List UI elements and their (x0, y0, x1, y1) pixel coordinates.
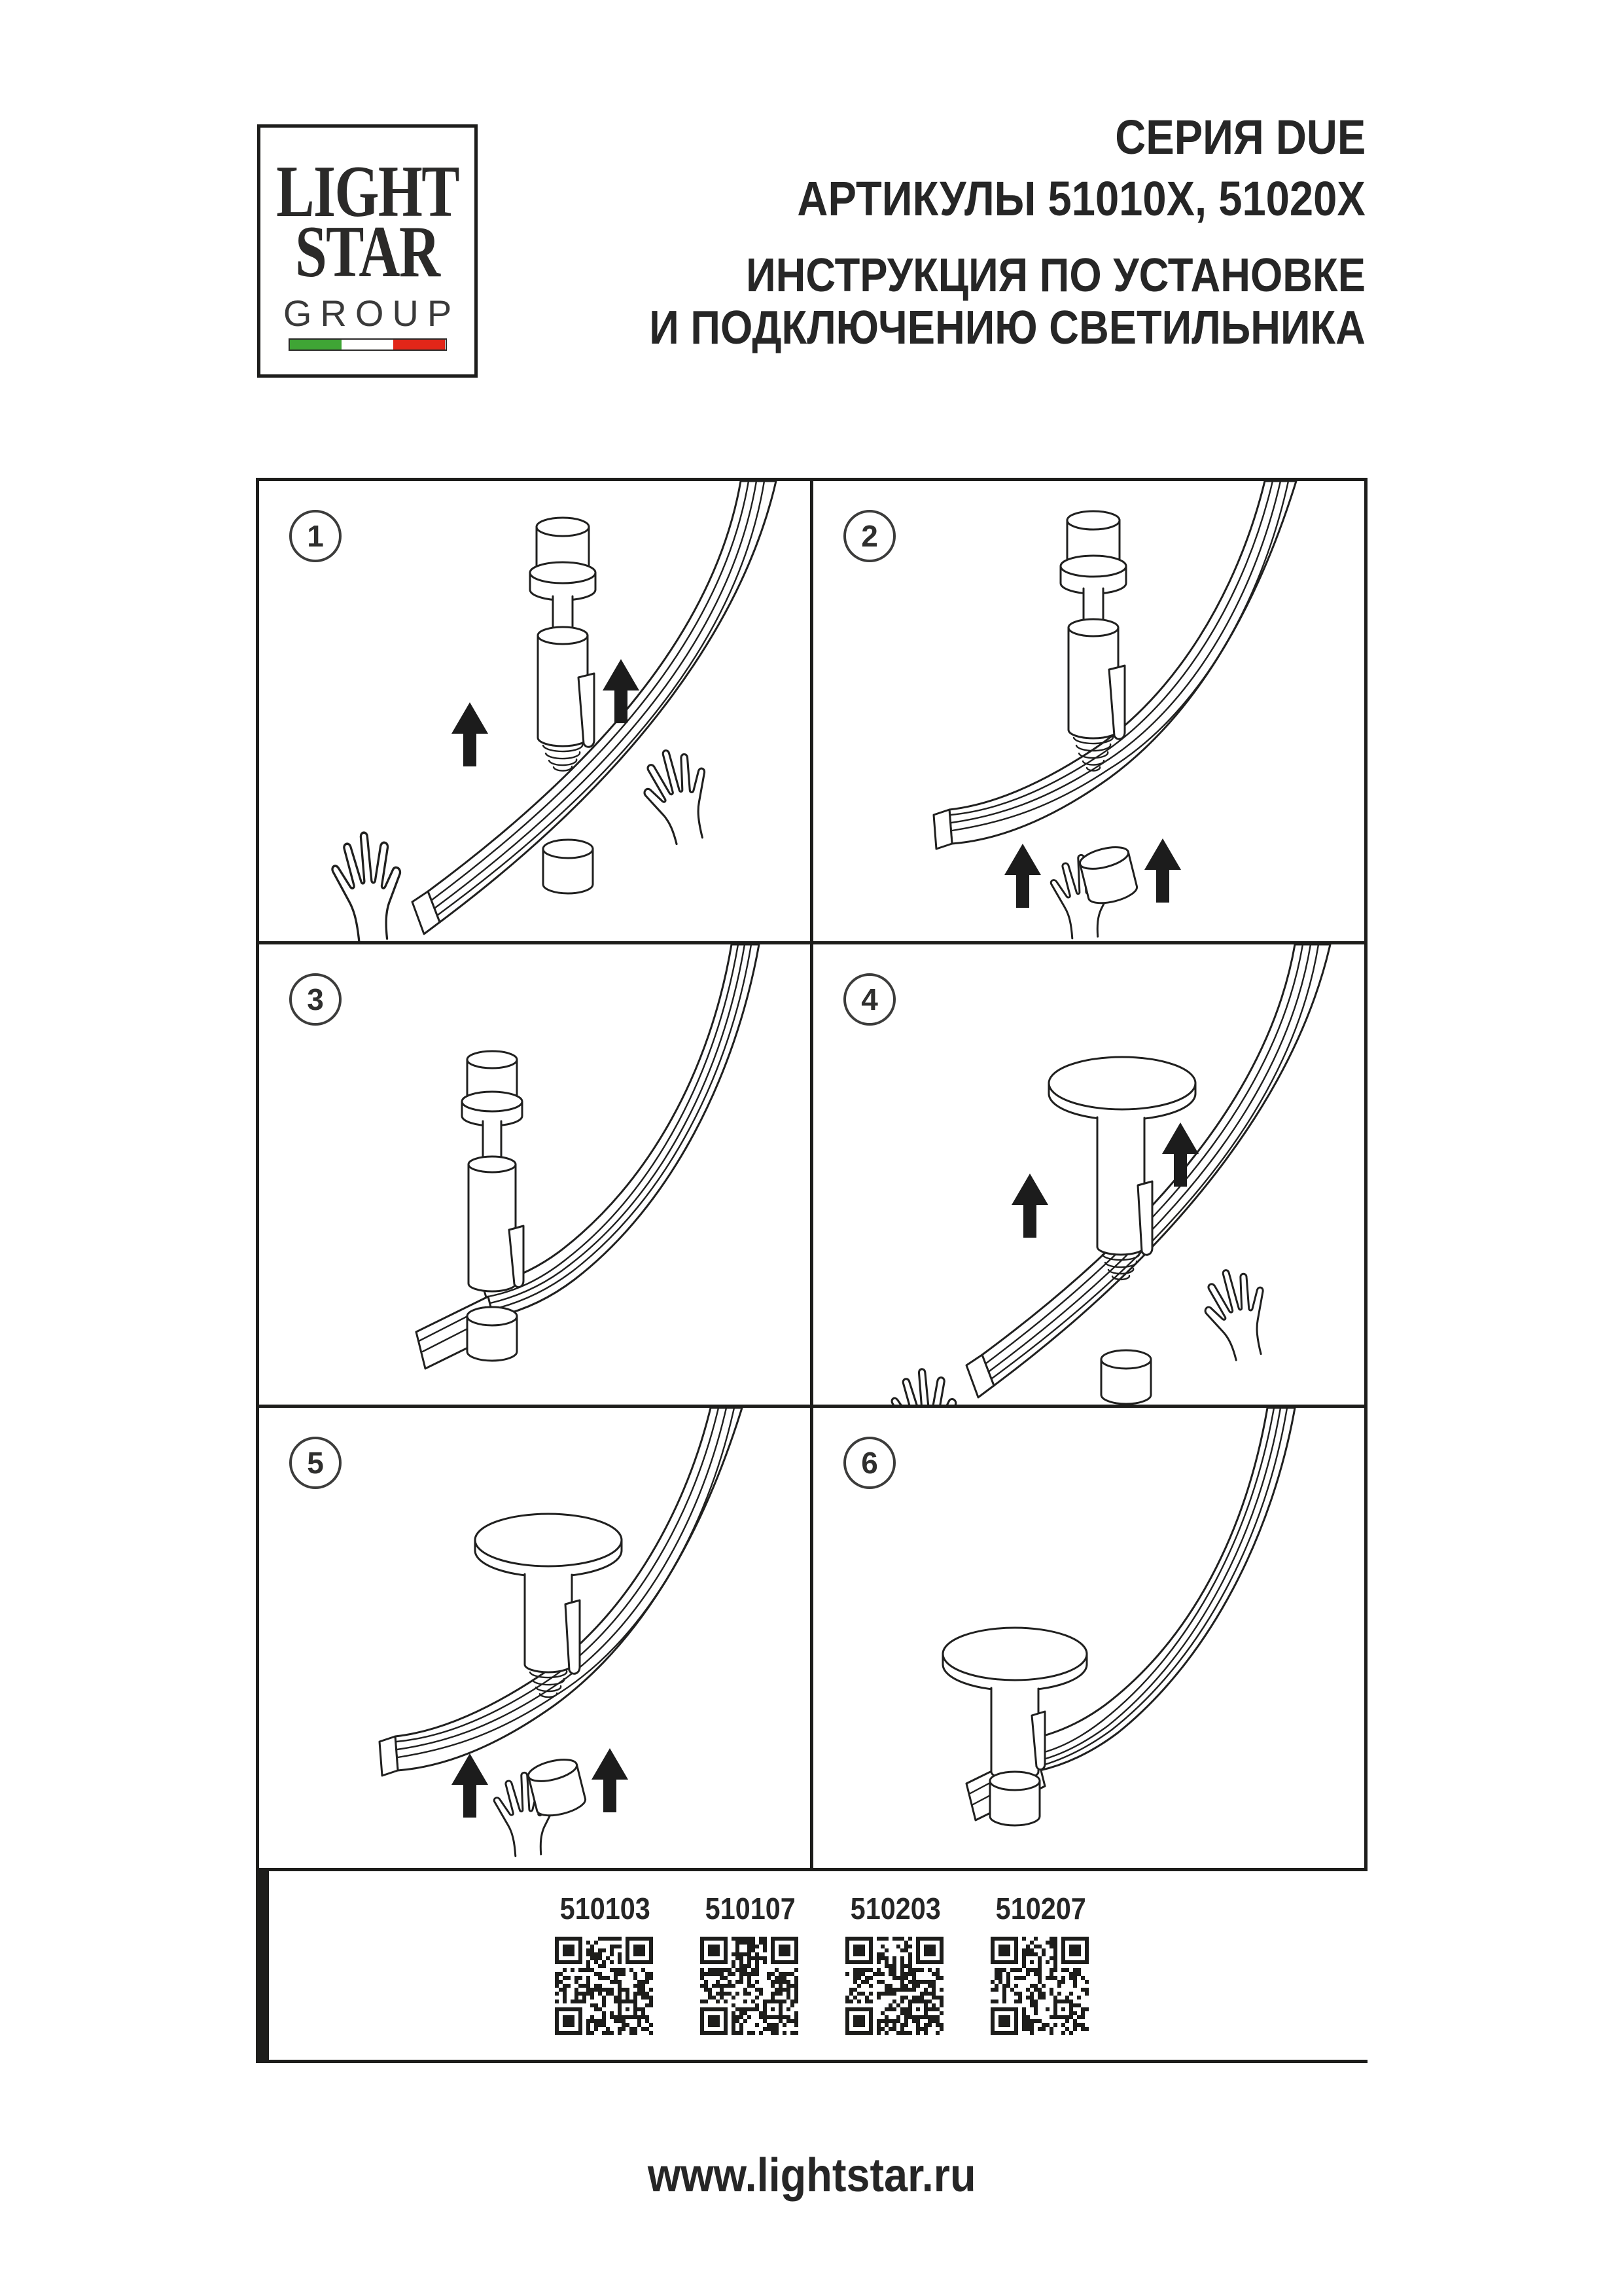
flag-green-segment (290, 340, 342, 350)
website-footer (0, 2149, 1624, 2202)
fixture-illustration (475, 1514, 622, 1697)
up-arrow-icon (591, 1748, 628, 1812)
qr-item (700, 1893, 798, 2060)
right-hand-illustration (636, 743, 720, 849)
step-3-illustration (259, 944, 810, 1405)
article-number: 510107 (705, 1892, 796, 1926)
flag-red-segment (393, 340, 445, 350)
step-1-illustration (259, 481, 810, 941)
step-number-badge: 6 (843, 1437, 896, 1489)
article-number: 510203 (850, 1892, 941, 1926)
step-panel-1 (259, 481, 810, 941)
cap-illustration (1101, 1350, 1151, 1404)
step-number-badge: 4 (843, 973, 896, 1026)
step-panel-2 (813, 481, 1364, 941)
step-panel-4 (813, 944, 1364, 1405)
cap-illustration (990, 1772, 1040, 1825)
logo-subtitle: GROUP (283, 293, 461, 334)
italian-flag-bar (289, 338, 447, 351)
fixture-illustration (462, 1051, 523, 1291)
right-hand-illustration (1197, 1263, 1278, 1365)
step-number-badge: 2 (843, 510, 896, 562)
step-4-illustration (813, 944, 1364, 1405)
up-arrow-icon (1012, 1174, 1048, 1238)
logo-word-star: STAR (295, 211, 440, 293)
flag-white-segment (342, 340, 393, 350)
qr-item (555, 1893, 653, 2060)
step-number-badge: 3 (289, 973, 342, 1026)
left-hand-illustration (889, 1366, 961, 1405)
fixture-illustration (1049, 1057, 1195, 1280)
up-arrow-icon (451, 1753, 488, 1818)
up-arrow-icon (451, 702, 488, 766)
up-arrow-icon (1004, 844, 1041, 908)
instruction-grid (256, 478, 1368, 2063)
qr-code (555, 1937, 653, 2035)
qr-code (991, 1937, 1089, 2035)
qr-code (700, 1937, 798, 2035)
qr-item (845, 1893, 944, 2060)
article-number: 510103 (559, 1892, 650, 1926)
qr-item (991, 1893, 1089, 2060)
step-panel-6 (813, 1408, 1364, 1868)
website-url: www.lightstar.ru (648, 2149, 976, 2202)
articles-line: АРТИКУЛЫ 51010Х, 51020Х (797, 171, 1366, 226)
instruction-title-line2: И ПОДКЛЮЧЕНИЮ СВЕТИЛЬНИКА (649, 302, 1366, 354)
fixture-illustration (530, 518, 595, 771)
left-hand-illustration (329, 829, 407, 941)
step-6-illustration (813, 1408, 1364, 1868)
lightstar-logo (257, 124, 478, 378)
step-5-illustration (259, 1408, 810, 1868)
step-number-badge: 5 (289, 1437, 342, 1489)
track-illustration (966, 944, 1330, 1397)
qr-code-row (269, 1871, 1374, 2060)
document-header (552, 107, 1366, 354)
step-number-badge: 1 (289, 510, 342, 562)
step-panel-5 (259, 1408, 810, 1868)
step-panel-3 (259, 944, 810, 1405)
series-title: СЕРИЯ DUE (1114, 110, 1366, 164)
up-arrow-icon (1144, 838, 1181, 903)
step-2-illustration (813, 481, 1364, 941)
track-illustration (416, 944, 759, 1369)
instruction-title-line1: ИНСТРУКЦИЯ ПО УСТАНОВКЕ (746, 249, 1366, 302)
cap-illustration (467, 1307, 517, 1361)
logo-word-light: LIGHT (276, 151, 459, 232)
qr-code (845, 1937, 944, 2035)
cap-illustration (543, 840, 593, 893)
fixture-illustration (1061, 511, 1126, 771)
article-number: 510207 (995, 1892, 1086, 1926)
